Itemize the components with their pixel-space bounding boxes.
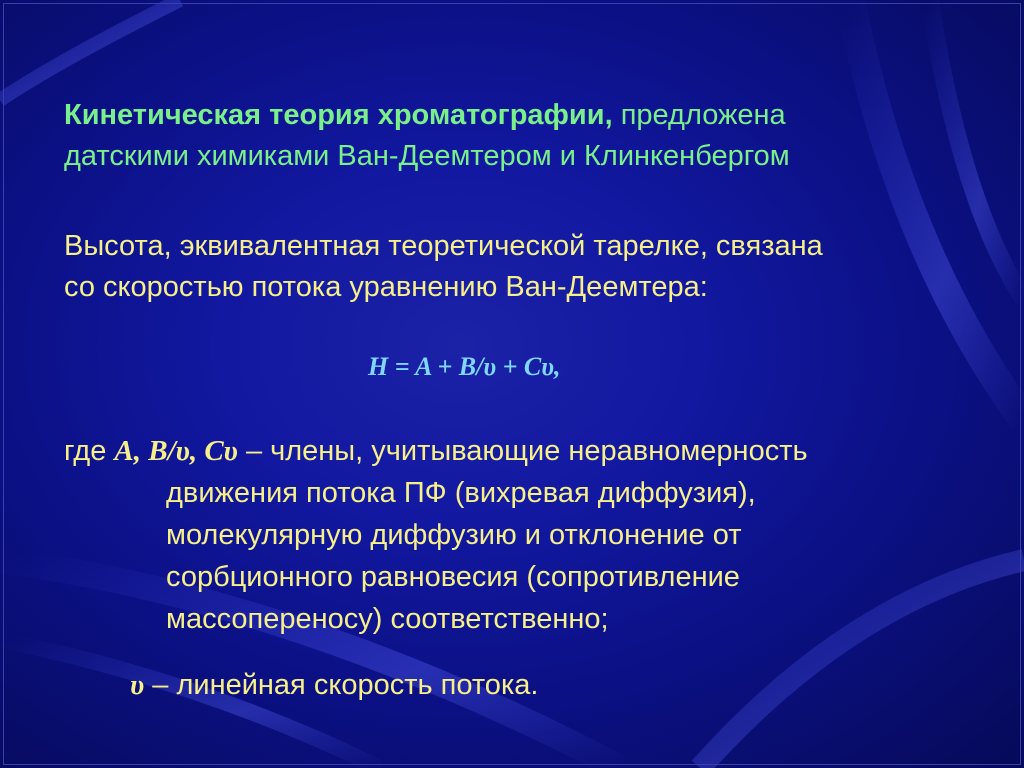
title-bold-text: Кинетическая теория хроматографии, <box>64 99 613 131</box>
where-line-4: сорбционного равновесия (сопротивление <box>166 561 740 593</box>
where-line-5: массопереносу) соответственно; <box>166 603 609 635</box>
velocity-text: – линейная скорость потока. <box>144 669 539 701</box>
paragraph-1-line-1: Высота, эквивалентная теоретической тарелке, связана <box>64 230 823 262</box>
velocity-definition <box>130 668 538 702</box>
where-rest: – члены, учитывающие неравномерность <box>237 435 808 467</box>
where-line-2: движения потока ПФ (вихревая диффузия), <box>166 477 756 509</box>
paragraph-1-line-2: со скоростью потока уравнению Ван-Деемтера: <box>64 271 708 303</box>
velocity-symbol: υ <box>130 669 145 701</box>
where-line-1 <box>64 434 808 468</box>
where-line-3: молекулярную диффузию и отклонение от <box>166 519 742 551</box>
title-line-1 <box>64 98 786 132</box>
van-deemter-formula: H = A + B/υ + Cυ, <box>368 352 561 381</box>
title-rest-text: предложена <box>612 99 786 131</box>
where-prefix: где <box>64 435 115 467</box>
title-line-2: датскими химиками Ван-Деемтером и Клинкенбергом <box>64 140 790 172</box>
where-symbols: A, B/υ, Cυ <box>114 435 238 467</box>
